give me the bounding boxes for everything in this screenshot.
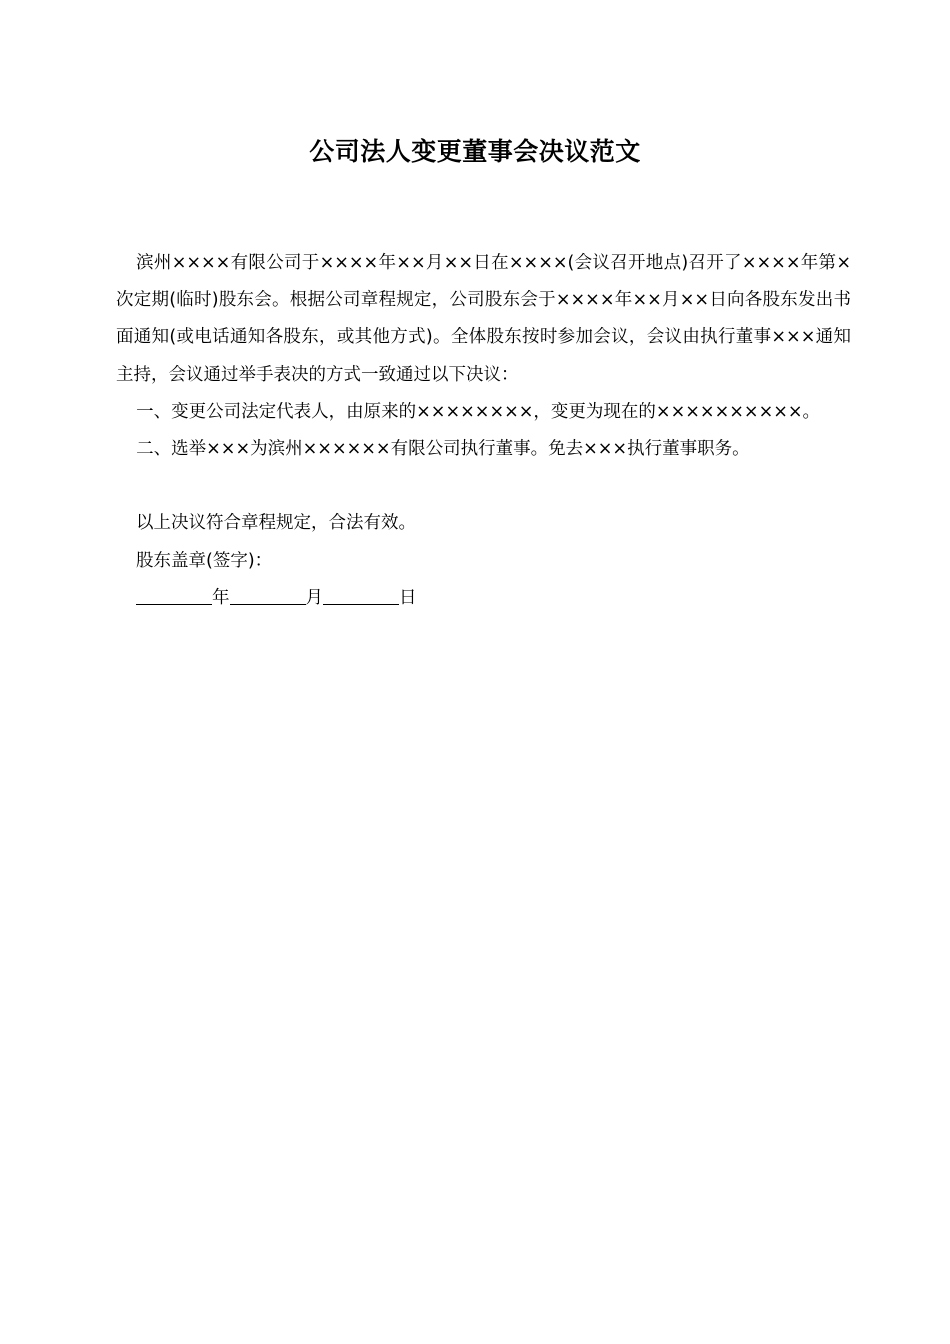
year-label: 年 (212, 587, 230, 608)
signature-label: 股东盖章(签字)： (136, 550, 273, 571)
document-body (116, 245, 851, 617)
paragraph-resolution-1: 一、变更公司法定代表人，由原来的××××××××，变更为现在的××××××××××。 (136, 401, 821, 422)
day-label: 日 (399, 587, 417, 608)
month-label: 月 (305, 587, 323, 608)
document-title: 公司法人变更董事会决议范文 (309, 137, 641, 166)
spacer (116, 468, 851, 505)
paragraph-meeting-info: 滨州××××有限公司于××××年××月××日在××××(会议召开地点)召开了××××年第×次定期(临时)股东会。根据公司章程规定，公司股东会于××××年××月××日向各股东发出书面通知(或电话通知各股东，或其他方式)。全体股东按时参加会议，会议由执行董事×××通知主持，会议通过举手表决的方式一致通过以下决议： (116, 253, 851, 385)
date-line (116, 580, 851, 617)
month-blank (230, 584, 306, 605)
day-blank (323, 584, 399, 605)
conclusion-text: 以上决议符合章程规定，合法有效。 (136, 513, 416, 534)
year-blank (136, 584, 212, 605)
paragraph-resolution-2: 二、选举×××为滨州××××××有限公司执行董事。免去×××执行董事职务。 (136, 439, 750, 460)
